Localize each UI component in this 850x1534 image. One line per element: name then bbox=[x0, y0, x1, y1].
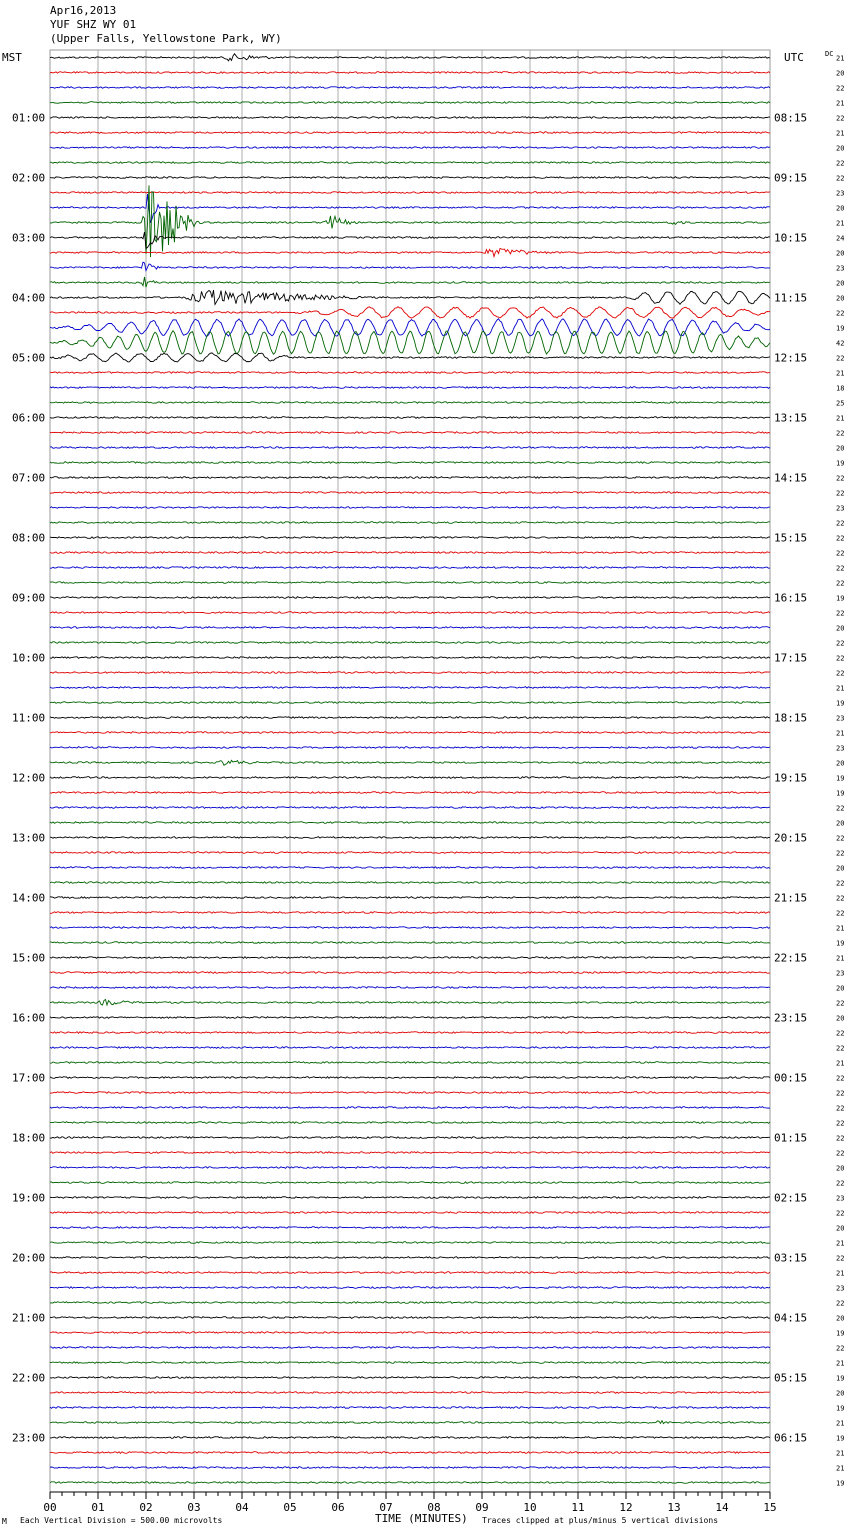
dc-offset-label: 19 bbox=[836, 1479, 845, 1488]
left-hour-label: 05:00 bbox=[12, 351, 46, 365]
dc-offset-label: 21 bbox=[836, 129, 845, 138]
trace-72 bbox=[50, 1137, 770, 1139]
trace-53 bbox=[50, 852, 770, 854]
x-tick-label: 15 bbox=[763, 1501, 777, 1514]
dc-offset-label: 20 bbox=[836, 624, 845, 633]
left-hour-label: 14:00 bbox=[12, 891, 46, 905]
x-tick-label: 11 bbox=[571, 1501, 585, 1514]
dc-offset-label: 22 bbox=[836, 579, 845, 588]
trace-23 bbox=[50, 402, 770, 404]
left-hour-label: 04:00 bbox=[12, 291, 46, 305]
trace-1 bbox=[50, 72, 770, 74]
left-hour-label: 11:00 bbox=[12, 711, 46, 725]
dc-offset-label: 22 bbox=[836, 999, 845, 1008]
dc-offset-label: 22 bbox=[836, 309, 845, 318]
trace-14 bbox=[50, 262, 770, 270]
left-hour-label: 23:00 bbox=[12, 1431, 46, 1445]
trace-22 bbox=[50, 387, 770, 389]
dc-offset-label: 21 bbox=[836, 1269, 845, 1278]
dc-offset-label: 22 bbox=[836, 639, 845, 648]
x-tick-label: 12 bbox=[619, 1501, 633, 1514]
trace-31 bbox=[50, 522, 770, 524]
trace-64 bbox=[50, 1017, 770, 1019]
trace-15 bbox=[50, 277, 770, 287]
trace-30 bbox=[50, 507, 770, 509]
right-hour-label: 15:15 bbox=[774, 531, 808, 545]
right-hour-label: 05:15 bbox=[774, 1371, 808, 1385]
right-axis-title: UTC bbox=[784, 51, 804, 64]
left-hour-label: 09:00 bbox=[12, 591, 46, 605]
x-tick-label: 08 bbox=[427, 1501, 441, 1514]
dc-offset-label: 22 bbox=[836, 1044, 845, 1053]
dc-offset-label: 21 bbox=[836, 1419, 845, 1428]
right-hour-label: 01:15 bbox=[774, 1131, 808, 1145]
dc-offset-label: 23 bbox=[836, 714, 845, 723]
left-hour-label: 16:00 bbox=[12, 1011, 46, 1025]
right-hour-label: 22:15 bbox=[774, 951, 808, 965]
dc-offset-label: 20 bbox=[836, 1314, 845, 1323]
left-hour-label: 06:00 bbox=[12, 411, 46, 425]
dc-offset-label: 22 bbox=[836, 1119, 845, 1128]
left-hour-label: 10:00 bbox=[12, 651, 46, 665]
dc-offset-label: 25 bbox=[836, 399, 845, 408]
dc-offset-label: 20 bbox=[836, 759, 845, 768]
x-axis bbox=[43, 1492, 776, 1514]
trace-28 bbox=[50, 477, 770, 479]
dc-offset-label: 19 bbox=[836, 1404, 845, 1413]
trace-86 bbox=[50, 1347, 770, 1349]
dc-offset-label: 20 bbox=[836, 1164, 845, 1173]
dc-offset-label: 22 bbox=[836, 354, 845, 363]
dc-offset-label: 22 bbox=[836, 654, 845, 663]
dc-offset-label: 22 bbox=[836, 1074, 845, 1083]
dc-offset-label: 23 bbox=[836, 744, 845, 753]
dc-offset-label: 22 bbox=[836, 834, 845, 843]
trace-5 bbox=[50, 132, 770, 134]
dc-offset-label: 22 bbox=[836, 474, 845, 483]
dc-offset-label: 24 bbox=[836, 234, 845, 243]
left-hour-label: 22:00 bbox=[12, 1371, 46, 1385]
trace-25 bbox=[50, 432, 770, 434]
dc-offset-label: 22 bbox=[836, 1089, 845, 1098]
trace-21 bbox=[50, 372, 770, 374]
dc-offset-label: 22 bbox=[836, 669, 845, 678]
right-hour-label: 02:15 bbox=[774, 1191, 808, 1205]
trace-92 bbox=[50, 1437, 770, 1439]
dc-offset-label: 22 bbox=[836, 1254, 845, 1263]
trace-84 bbox=[50, 1317, 770, 1319]
right-hour-label: 16:15 bbox=[774, 591, 808, 605]
dc-offset-label: 22 bbox=[836, 549, 845, 558]
trace-17 bbox=[50, 307, 770, 318]
dc-offset-label: 23 bbox=[836, 189, 845, 198]
trace-40 bbox=[50, 657, 770, 659]
left-axis-title: MST bbox=[2, 51, 22, 64]
dc-offset-label: 20 bbox=[836, 69, 845, 78]
trace-13 bbox=[50, 249, 770, 257]
dc-offset-label: 22 bbox=[836, 909, 845, 918]
trace-62 bbox=[50, 987, 770, 989]
trace-76 bbox=[50, 1197, 770, 1199]
trace-54 bbox=[50, 867, 770, 869]
trace-73 bbox=[50, 1152, 770, 1154]
trace-55 bbox=[50, 882, 770, 884]
dc-offset-label: 20 bbox=[836, 864, 845, 873]
trace-34 bbox=[50, 567, 770, 569]
trace-41 bbox=[50, 672, 770, 674]
trace-44 bbox=[50, 717, 770, 719]
trace-43 bbox=[50, 702, 770, 704]
trace-78 bbox=[50, 1227, 770, 1229]
trace-80 bbox=[50, 1257, 770, 1259]
right-hour-label: 03:15 bbox=[774, 1251, 808, 1265]
dc-offset-label: 22 bbox=[836, 84, 845, 93]
dc-offset-label: 21 bbox=[836, 729, 845, 738]
dc-offset-label: 21 bbox=[836, 99, 845, 108]
trace-79 bbox=[50, 1242, 770, 1244]
trace-10 bbox=[50, 194, 770, 223]
trace-38 bbox=[50, 627, 770, 629]
trace-4 bbox=[50, 117, 770, 119]
dc-offset-label: 22 bbox=[836, 519, 845, 528]
trace-18 bbox=[50, 319, 770, 336]
x-axis-title: TIME (MINUTES) bbox=[375, 1512, 468, 1525]
trace-2 bbox=[50, 87, 770, 89]
trace-35 bbox=[50, 582, 770, 584]
right-hour-label: 10:15 bbox=[774, 231, 808, 245]
dc-offset-label: 19 bbox=[836, 939, 845, 948]
x-tick-label: 07 bbox=[379, 1501, 393, 1514]
trace-46 bbox=[50, 747, 770, 749]
left-hour-label: 17:00 bbox=[12, 1071, 46, 1085]
dc-offset-label: 20 bbox=[836, 249, 845, 258]
dc-offset-label: 19 bbox=[836, 1329, 845, 1338]
trace-29 bbox=[50, 492, 770, 494]
left-hour-label: 01:00 bbox=[12, 111, 46, 125]
dc-offset-label: 22 bbox=[836, 1104, 845, 1113]
left-hour-label: 20:00 bbox=[12, 1251, 46, 1265]
left-hour-label: 13:00 bbox=[12, 831, 46, 845]
trace-24 bbox=[50, 417, 770, 419]
dc-offset-label: 21 bbox=[836, 1239, 845, 1248]
footer-mark: M bbox=[2, 1517, 7, 1526]
dc-offset-label: 23 bbox=[836, 1194, 845, 1203]
dc-offset-label: 20 bbox=[836, 144, 845, 153]
right-hour-label: 00:15 bbox=[774, 1071, 808, 1085]
right-hour-label: 09:15 bbox=[774, 171, 808, 185]
trace-0 bbox=[50, 54, 770, 61]
trace-95 bbox=[50, 1482, 770, 1484]
dc-offset-label: 22 bbox=[836, 429, 845, 438]
right-hour-label: 06:15 bbox=[774, 1431, 808, 1445]
trace-20 bbox=[50, 353, 770, 362]
trace-90 bbox=[50, 1407, 770, 1409]
right-hour-label: 14:15 bbox=[774, 471, 808, 485]
trace-69 bbox=[50, 1092, 770, 1094]
trace-layer bbox=[50, 54, 770, 1484]
dc-offset-label: 22 bbox=[836, 489, 845, 498]
trace-52 bbox=[50, 837, 770, 839]
dc-offset-label: 19 bbox=[836, 699, 845, 708]
trace-65 bbox=[50, 1032, 770, 1034]
trace-93 bbox=[50, 1452, 770, 1454]
trace-85 bbox=[50, 1332, 770, 1334]
x-tick-label: 01 bbox=[91, 1501, 105, 1514]
x-tick-label: 10 bbox=[523, 1501, 537, 1514]
trace-59 bbox=[50, 942, 770, 944]
dc-offset-label: 19 bbox=[836, 774, 845, 783]
dc-offset-label: 22 bbox=[836, 879, 845, 888]
right-hour-label: 18:15 bbox=[774, 711, 808, 725]
trace-49 bbox=[50, 792, 770, 794]
trace-74 bbox=[50, 1167, 770, 1169]
trace-7 bbox=[50, 162, 770, 164]
trace-45 bbox=[50, 732, 770, 734]
dc-offset-label: 22 bbox=[836, 1149, 845, 1158]
dc-offset-label: 21 bbox=[836, 414, 845, 423]
dc-offset-label: 22 bbox=[836, 1344, 845, 1353]
trace-27 bbox=[50, 462, 770, 464]
dc-offset-label: 21 bbox=[836, 54, 845, 63]
right-hour-label: 17:15 bbox=[774, 651, 808, 665]
station-location: (Upper Falls, Yellowstone Park, WY) bbox=[50, 32, 282, 45]
dc-offset-label: 20 bbox=[836, 1224, 845, 1233]
dc-offset-label: 22 bbox=[836, 849, 845, 858]
dc-offset-label: 21 bbox=[836, 219, 845, 228]
dc-offset-label: 23 bbox=[836, 1284, 845, 1293]
right-hour-label: 08:15 bbox=[774, 111, 808, 125]
dc-offset-label: 21 bbox=[836, 684, 845, 693]
left-hour-label: 18:00 bbox=[12, 1131, 46, 1145]
trace-33 bbox=[50, 552, 770, 554]
x-tick-label: 13 bbox=[667, 1501, 681, 1514]
dc-offset-label: 20 bbox=[836, 819, 845, 828]
left-hour-label: 08:00 bbox=[12, 531, 46, 545]
clip-note: Traces clipped at plus/minus 5 vertical divisions bbox=[482, 1516, 719, 1525]
right-hour-label: 20:15 bbox=[774, 831, 808, 845]
dc-offset-label: 20 bbox=[836, 1389, 845, 1398]
trace-66 bbox=[50, 1047, 770, 1049]
trace-58 bbox=[50, 927, 770, 929]
left-hour-label: 02:00 bbox=[12, 171, 46, 185]
dc-offset-label: 22 bbox=[836, 564, 845, 573]
trace-11 bbox=[50, 185, 770, 257]
trace-3 bbox=[50, 102, 770, 104]
left-hour-label: 19:00 bbox=[12, 1191, 46, 1205]
trace-75 bbox=[50, 1182, 770, 1184]
dc-offset-label: 22 bbox=[836, 1029, 845, 1038]
dc-offset-label: 21 bbox=[836, 1359, 845, 1368]
dc-offset-label: 23 bbox=[836, 264, 845, 273]
chart-date: Apr16,2013 bbox=[50, 4, 117, 17]
dc-offset-label: 20 bbox=[836, 1014, 845, 1023]
left-hour-label: 12:00 bbox=[12, 771, 46, 785]
x-tick-label: 00 bbox=[43, 1501, 57, 1514]
dc-offset-label: 19 bbox=[836, 459, 845, 468]
trace-67 bbox=[50, 1062, 770, 1064]
dc-offset-label: 22 bbox=[836, 114, 845, 123]
right-hour-label: 13:15 bbox=[774, 411, 808, 425]
dc-offset-label: 20 bbox=[836, 984, 845, 993]
left-hour-label: 15:00 bbox=[12, 951, 46, 965]
trace-81 bbox=[50, 1272, 770, 1274]
trace-26 bbox=[50, 447, 770, 449]
dc-offset-label: 22 bbox=[836, 1179, 845, 1188]
dc-offset-label: 22 bbox=[836, 1299, 845, 1308]
trace-94 bbox=[50, 1467, 770, 1469]
right-hour-label: 11:15 bbox=[774, 291, 808, 305]
trace-88 bbox=[50, 1377, 770, 1379]
x-tick-label: 04 bbox=[235, 1501, 249, 1514]
trace-63 bbox=[50, 1000, 770, 1006]
right-hour-label: 19:15 bbox=[774, 771, 808, 785]
trace-8 bbox=[50, 177, 770, 179]
trace-37 bbox=[50, 612, 770, 614]
right-hour-label: 21:15 bbox=[774, 891, 808, 905]
station-code: YUF SHZ WY 01 bbox=[50, 18, 137, 31]
trace-61 bbox=[50, 972, 770, 974]
trace-57 bbox=[50, 912, 770, 914]
trace-68 bbox=[50, 1077, 770, 1079]
trace-56 bbox=[50, 897, 770, 899]
trace-60 bbox=[50, 957, 770, 959]
right-hour-label: 12:15 bbox=[774, 351, 808, 365]
x-tick-label: 03 bbox=[187, 1501, 201, 1514]
trace-50 bbox=[50, 807, 770, 809]
dc-offset-label: 19 bbox=[836, 324, 845, 333]
trace-77 bbox=[50, 1212, 770, 1214]
trace-89 bbox=[50, 1392, 770, 1394]
trace-16 bbox=[50, 290, 770, 304]
trace-36 bbox=[50, 597, 770, 599]
trace-47 bbox=[50, 760, 770, 765]
dc-offset-label: 18 bbox=[836, 384, 845, 393]
dc-offset-label: 22 bbox=[836, 159, 845, 168]
dc-offset-label: 19 bbox=[836, 789, 845, 798]
dc-offset-label: 20 bbox=[836, 204, 845, 213]
scale-note: Each Vertical Division = 500.00 microvolts bbox=[20, 1516, 223, 1525]
dc-offset-label: 22 bbox=[836, 534, 845, 543]
trace-83 bbox=[50, 1302, 770, 1304]
dc-offset-label: 19 bbox=[836, 594, 845, 603]
x-tick-label: 05 bbox=[283, 1501, 297, 1514]
x-tick-label: 02 bbox=[139, 1501, 153, 1514]
trace-39 bbox=[50, 642, 770, 644]
dc-offset-label: 22 bbox=[836, 609, 845, 618]
trace-12 bbox=[50, 232, 770, 248]
dc-offset-label: 21 bbox=[836, 1464, 845, 1473]
dc-offset-label: 20 bbox=[836, 444, 845, 453]
dc-offset-label: 21 bbox=[836, 369, 845, 378]
trace-71 bbox=[50, 1122, 770, 1124]
dc-offset-label: 21 bbox=[836, 1449, 845, 1458]
left-hour-label: 03:00 bbox=[12, 231, 46, 245]
dc-offset-label: 19 bbox=[836, 1374, 845, 1383]
trace-48 bbox=[50, 777, 770, 779]
trace-9 bbox=[50, 192, 770, 194]
dc-offset-label: 21 bbox=[836, 1059, 845, 1068]
dc-label: DC bbox=[825, 50, 834, 58]
dc-offset-label: 21 bbox=[836, 924, 845, 933]
trace-6 bbox=[50, 147, 770, 149]
x-tick-label: 14 bbox=[715, 1501, 729, 1514]
trace-42 bbox=[50, 687, 770, 689]
trace-91 bbox=[50, 1421, 770, 1424]
right-hour-label: 23:15 bbox=[774, 1011, 808, 1025]
dc-offset-label: 23 bbox=[836, 504, 845, 513]
trace-51 bbox=[50, 822, 770, 824]
dc-offset-label: 19 bbox=[836, 1434, 845, 1443]
dc-offset-label: 20 bbox=[836, 294, 845, 303]
dc-offset-label: 23 bbox=[836, 969, 845, 978]
x-tick-label: 06 bbox=[331, 1501, 345, 1514]
trace-82 bbox=[50, 1287, 770, 1289]
right-hour-label: 04:15 bbox=[774, 1311, 808, 1325]
dc-offset-label: 22 bbox=[836, 1134, 845, 1143]
dc-offset-label: 20 bbox=[836, 279, 845, 288]
dc-offset-label: 22 bbox=[836, 804, 845, 813]
dc-offset-label: 22 bbox=[836, 1209, 845, 1218]
left-hour-label: 21:00 bbox=[12, 1311, 46, 1325]
dc-offset-label: 42 bbox=[836, 339, 845, 348]
left-hour-label: 07:00 bbox=[12, 471, 46, 485]
trace-87 bbox=[50, 1362, 770, 1364]
dc-offset-label: 22 bbox=[836, 894, 845, 903]
trace-32 bbox=[50, 537, 770, 539]
dc-offset-label: 22 bbox=[836, 174, 845, 183]
dc-offset-label: 21 bbox=[836, 954, 845, 963]
trace-70 bbox=[50, 1107, 770, 1109]
x-tick-label: 09 bbox=[475, 1501, 489, 1514]
